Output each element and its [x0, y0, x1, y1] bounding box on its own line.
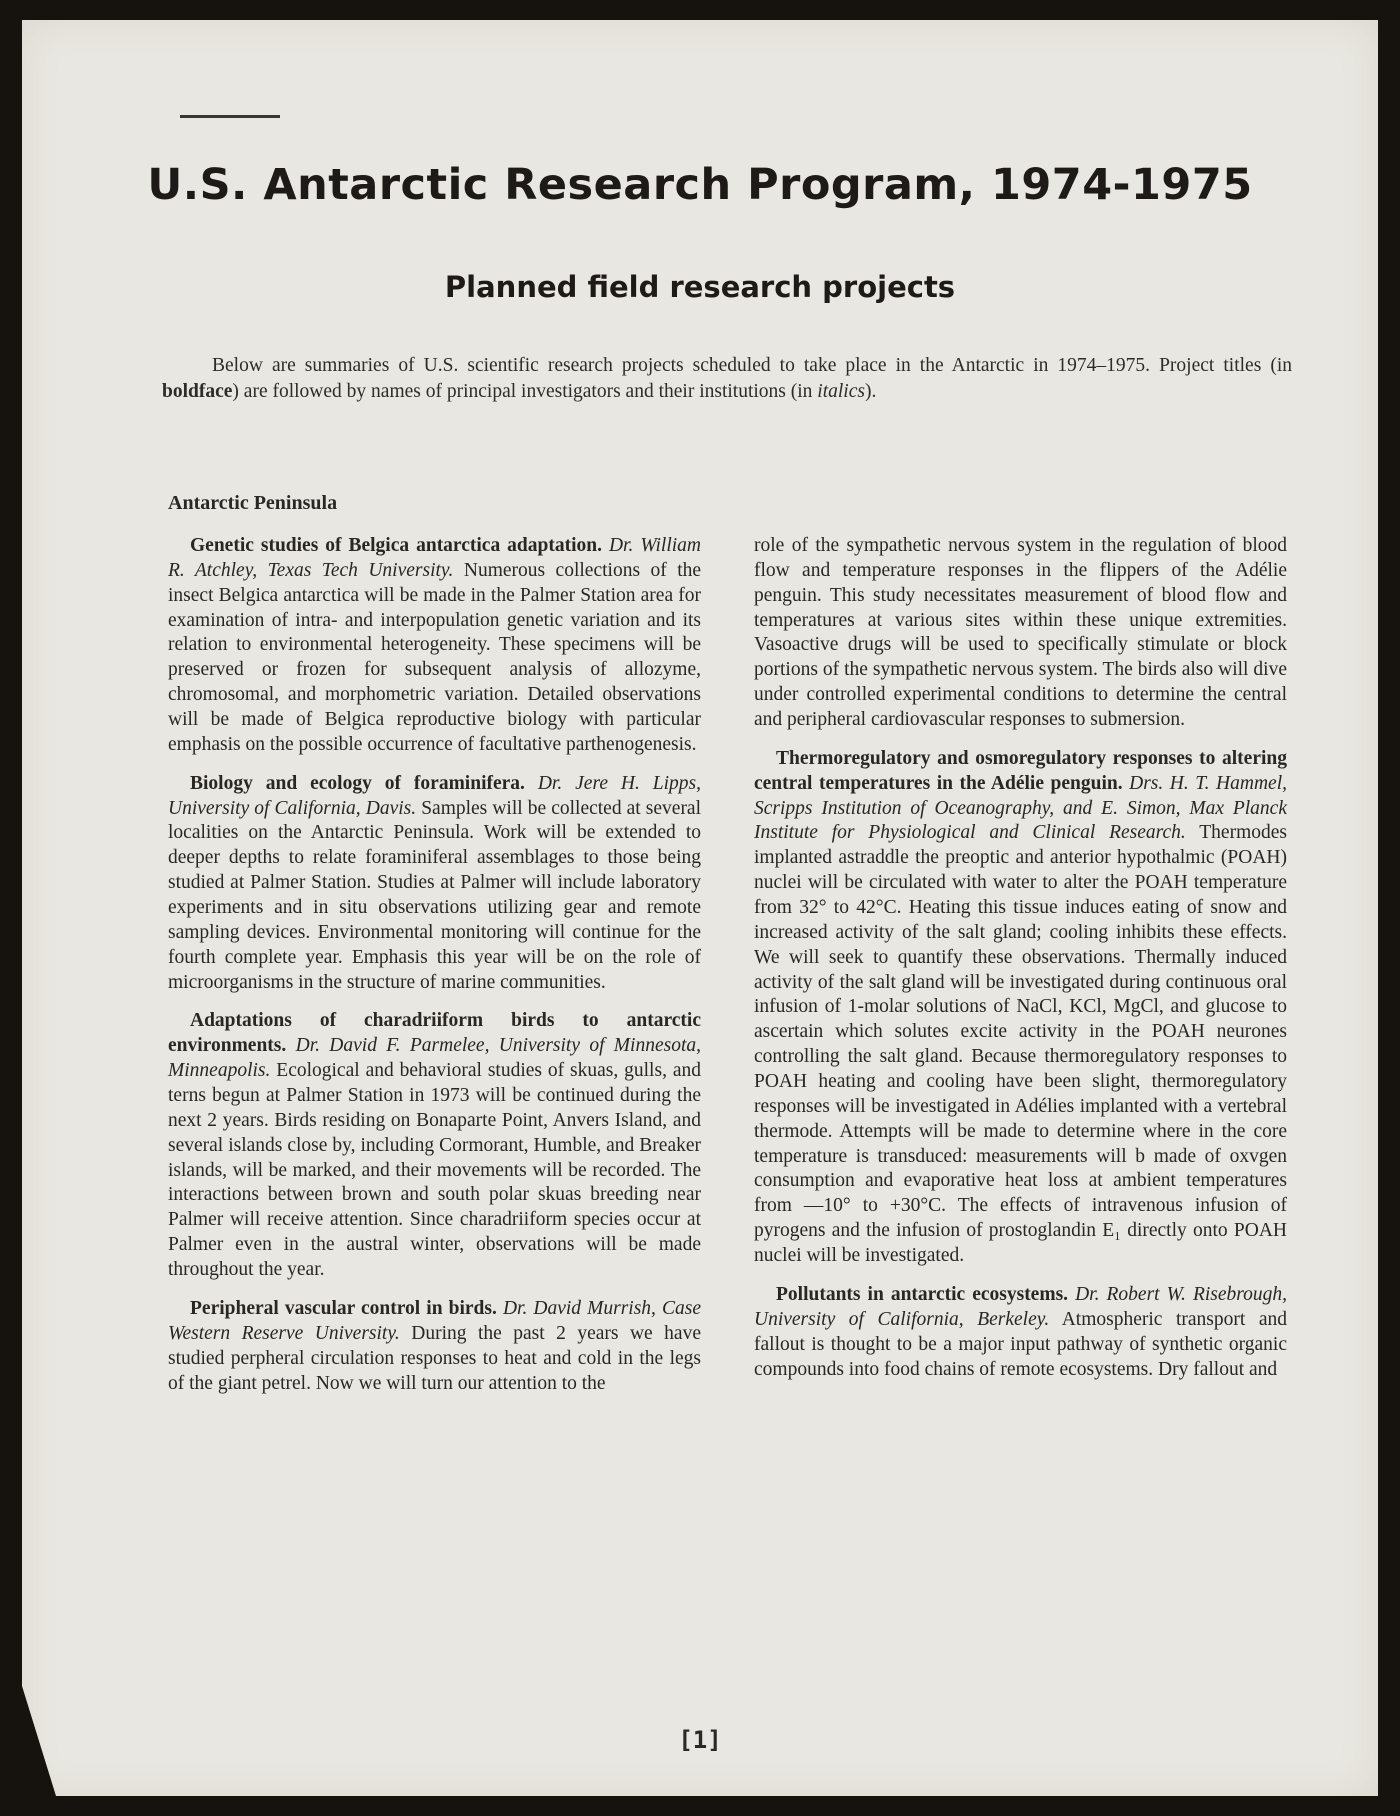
project-title: Thermoregulatory and osmoregulatory responses to altering central temperatures in the Adélie penguin.	[754, 747, 1287, 794]
intro-text-3: ).	[864, 380, 877, 402]
intro-bold-word: boldface	[162, 380, 233, 402]
project-body: Thermodes implanted astraddle the preoptic and anterior hypothalmic (POAH) nuclei will be circulated with water to alter the POAH temperature from 32° to 42°C. Heating this tissue induces eating of snow and increased activity of the salt gland; cooling inhibits these effects. We will seek to quantify these observations. Thermally induced activity of the salt gland will be investigated during continuous oral infusion of 1-molar solutions of NaCl, KCl, MgCl, and glucose to ascertain which solutes excite activity in the POAH neurones controlling the salt gland. Because thermoregulatory responses to POAH heating and cooling have been slight, thermoregulatory responses will be investigated in Adélies implanted with a vertebral thermode. Attempts will be made to determine where in the core temperature is transduced: measurements will b made of oxvgen consumption and evaporative heat loss at ambient temperatures from —10° to +30°C. The effects of intravenous infusion of pyrogens and the infusion of prostoglandin E₁ directly onto POAH nuclei will be investigated.	[754, 822, 1287, 1267]
project-entry	[754, 1283, 1287, 1382]
project-entry	[168, 772, 701, 996]
project-entry	[754, 747, 1287, 1269]
project-entry	[168, 1297, 701, 1396]
project-investigators: Dr. David Murrish, Case Western Reserve University.	[168, 1297, 701, 1344]
page-number: [1]	[678, 1726, 722, 1754]
project-title: Genetic studies of Belgica antarctica adaptation.	[190, 535, 602, 556]
project-investigators: Dr. David F. Parmelee, University of Minnesota, Minneapolis.	[168, 1035, 702, 1082]
project-body: Atmospheric transport and fallout is thought to be a major input pathway of synthetic organic compounds into food chains of remote ecosystems. Dry fallout and	[754, 1308, 1287, 1380]
continued-paragraph: role of the sympathetic nervous system in the regulation of blood flow and temperature responses in the flippers of the Adélie penguin. This study necessitates measurement of blood flow and temperatures at various sites within these unique extremities. Vasoactive drugs will be used to specifically stimulate or block portions of the sympathetic nervous system. The birds also will dive under controlled experimental conditions to determine the central and peripheral cardiovascular responses to submersion.	[754, 535, 1287, 731]
left-column	[168, 534, 701, 1410]
project-investigators: Drs. H. T. Hammel, Scripps Institution of Oceanography, and E. Simon, Max Planck Institute for Physiological and Clinical Research.	[754, 772, 1287, 844]
intro-text-2: ) are followed by names of principal investigators and their institutions (in	[232, 380, 818, 402]
page-subtitle: Planned field research projects	[444, 270, 956, 304]
project-investigators: Dr. William R. Atchley, Texas Tech University.	[168, 535, 701, 581]
right-column	[754, 534, 1287, 1396]
project-title: Pollutants in antarctic ecosystems.	[776, 1283, 1069, 1305]
project-body: Samples will be collected at several localities on the Antarctic Peninsula. Work will be extended to deeper depths to relate foraminiferal assemblages to those being studied at Palmer Station. Studies at Palmer will include laboratory experiments and in situ observations utilizing gear and remote sampling devices. Environmental monitoring will continue for the fourth complete year. Emphasis this year will be on the role of microorganisms in the structure of marine communities.	[168, 797, 702, 993]
dash-mark	[180, 115, 280, 118]
project-title: Peripheral vascular control in birds.	[190, 1297, 497, 1319]
project-title: Adaptations of charadriiform birds to antarctic environments.	[168, 1010, 701, 1057]
project-investigators: Dr. Robert W. Risebrough, University of California, Berkeley.	[754, 1283, 1288, 1330]
project-investigators: Dr. Jere H. Lipps, University of California, Davis.	[168, 772, 701, 819]
project-entry	[168, 1009, 701, 1282]
page-title: U.S. Antarctic Research Program, 1974-1975	[147, 160, 1253, 210]
project-body: Ecological and behavioral studies of skuas, gulls, and terns begun at Palmer Station in 1973 will be continued during the next 2 years. Birds residing on Bonaparte Point, Anvers Island, and several islands close by, including Cormorant, Humble, and Breaker islands, will be marked, and their movements will be recorded. The interactions between brown and south polar skuas breeding near Palmer will receive attention. Since charadriiform species occur at Palmer even in the austral winter, observations will be made throughout the year.	[168, 1060, 701, 1281]
intro-text-1: Below are summaries of U.S. scientific research projects scheduled to take place in the Antarctic in 1974–1975. Project titles (in	[212, 355, 1292, 376]
section-heading: Antarctic Peninsula	[168, 492, 338, 514]
document-page	[22, 20, 1378, 1796]
intro-italic-word: italics	[817, 380, 865, 402]
project-body: Numerous collections of the insect Belgica antarctica will be made in the Palmer Station area for examination of intra- and interpopulation genetic variation and its relation to environmental heterogeneity. These specimens will be preserved or frozen for subsequent analysis of allozyme, chromosomal, and morphometric variation. Detailed observations will be made of Belgica reproductive biology with particular emphasis on the possible occurrence of facultative parthenogenesis.	[168, 559, 702, 755]
project-title: Biology and ecology of foraminifera.	[190, 772, 525, 794]
project-entry	[168, 534, 701, 758]
project-body: During the past 2 years we have studied perpheral circulation responses to heat and cold in the legs of the giant petrel. Now we will turn our attention to the	[168, 1322, 701, 1394]
intro-paragraph	[162, 353, 1292, 405]
